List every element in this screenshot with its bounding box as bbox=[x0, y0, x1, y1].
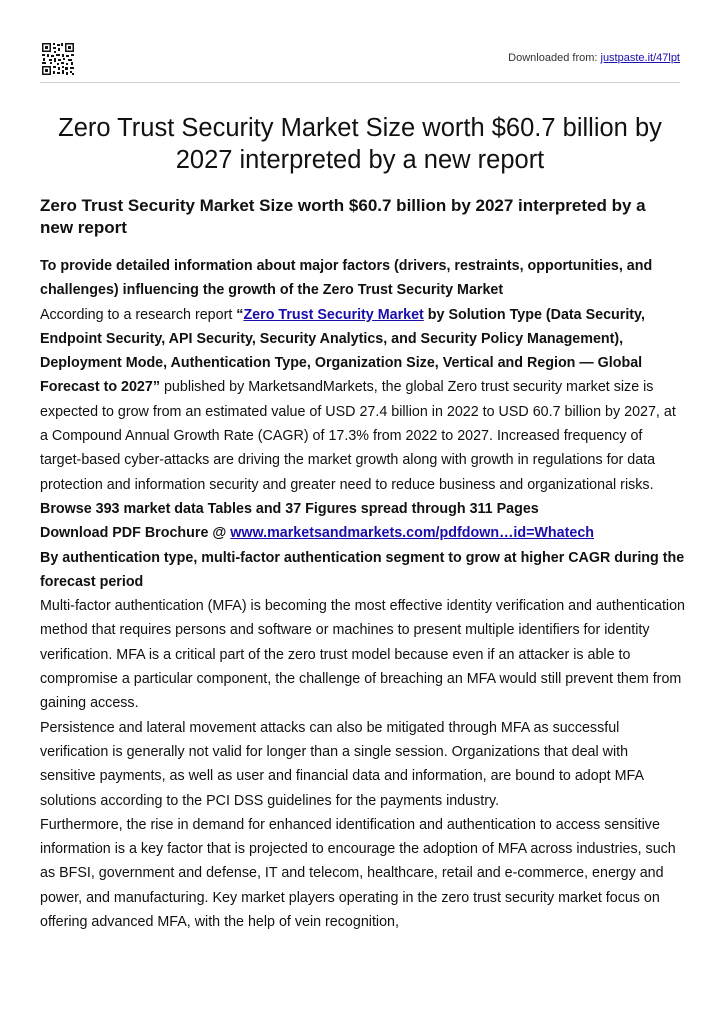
paragraph-report bbox=[40, 303, 685, 497]
paragraph-furthermore: Furthermore, the rise in demand for enhanced identification and authentication to access sensitive information is a key factor that is projected to encourage the adoption of MFA across industries, such as BFSI, government and defense, IT and telecom, healthcare, retail and e-commerce, energy and power, and manufacturing. Key market players operating in the zero trust security market focus on offering advanced MFA, with the help of vein recognition, bbox=[40, 816, 676, 931]
download-label: Download PDF Brochure @ bbox=[40, 525, 231, 542]
browse-line: Browse 393 market data Tables and 37 Figures spread through 311 Pages bbox=[40, 500, 539, 517]
auth-heading: By authentication type, multi-factor authentication segment to grow at higher CAGR during the forecast period bbox=[40, 549, 685, 590]
download-line bbox=[40, 521, 685, 545]
paragraph-persistence: Persistence and lateral movement attacks can also be mitigated through MFA as successful verification is generally not valid for longer than a single session. Organizations that deal with sensitive payments, as well as user and financial data and information, are bound to adopt MFA solutions according to the PCI DSS guidelines for the payments industry. bbox=[40, 719, 644, 809]
article-body bbox=[40, 254, 685, 934]
qr-code-icon[interactable] bbox=[41, 42, 75, 76]
intro-heading: To provide detailed information about major factors (drivers, restraints, opportunities, and challenges) influencing the growth of the Zero Trust Security Market bbox=[40, 258, 653, 299]
report-lead: According to a research report bbox=[40, 306, 237, 323]
document-title: Zero Trust Security Market Size worth $60.7 billion by 2027 interpreted by a new report bbox=[58, 114, 662, 174]
download-source bbox=[508, 52, 680, 64]
downloaded-label: Downloaded from: bbox=[508, 52, 601, 64]
report-title-bold: by Solution Type (Data Security, Endpoint Security, API Security, Security Analytics, and Security Policy Management), Deployment Mode, Authentication Type, Organization Size, Vertical and Region — Global Forecast to 2027” bbox=[40, 306, 645, 396]
quote-open: “ bbox=[236, 306, 244, 323]
page-header bbox=[40, 42, 680, 83]
brochure-link[interactable]: www.marketsandmarkets.com/pdfdown…id=Whatech bbox=[230, 525, 595, 542]
market-report-link[interactable]: Zero Trust Security Market bbox=[243, 306, 424, 323]
report-body: published by MarketsandMarkets, the global Zero trust security market size is expected to grow from an estimated value of USD 27.4 billion in 2022 to USD 60.7 billion by 2027, at a Compound Annual Growth Rate (CAGR) of 17.3% from 2022 to 2027. Increased frequency of target-based cyber-attacks are driving the market growth along with growth in regulations for data protection and information security and greater need to reduce business and organizational risks. bbox=[40, 379, 676, 493]
source-link[interactable]: justpaste.it/47lpt bbox=[600, 52, 680, 64]
paragraph-mfa: Multi-factor authentication (MFA) is becoming the most effective identity verification and authentication method that requires persons and software or machines to present multiple identifiers for identity verification. MFA is a critical part of the zero trust model because even if an attacker is able to compromise a particular component, the challenge of breaching an MFA would still prevent them from gaining access. bbox=[40, 598, 686, 712]
document-subtitle: Zero Trust Security Market Size worth $60.7 billion by 2027 interpreted by a new report bbox=[40, 196, 646, 237]
